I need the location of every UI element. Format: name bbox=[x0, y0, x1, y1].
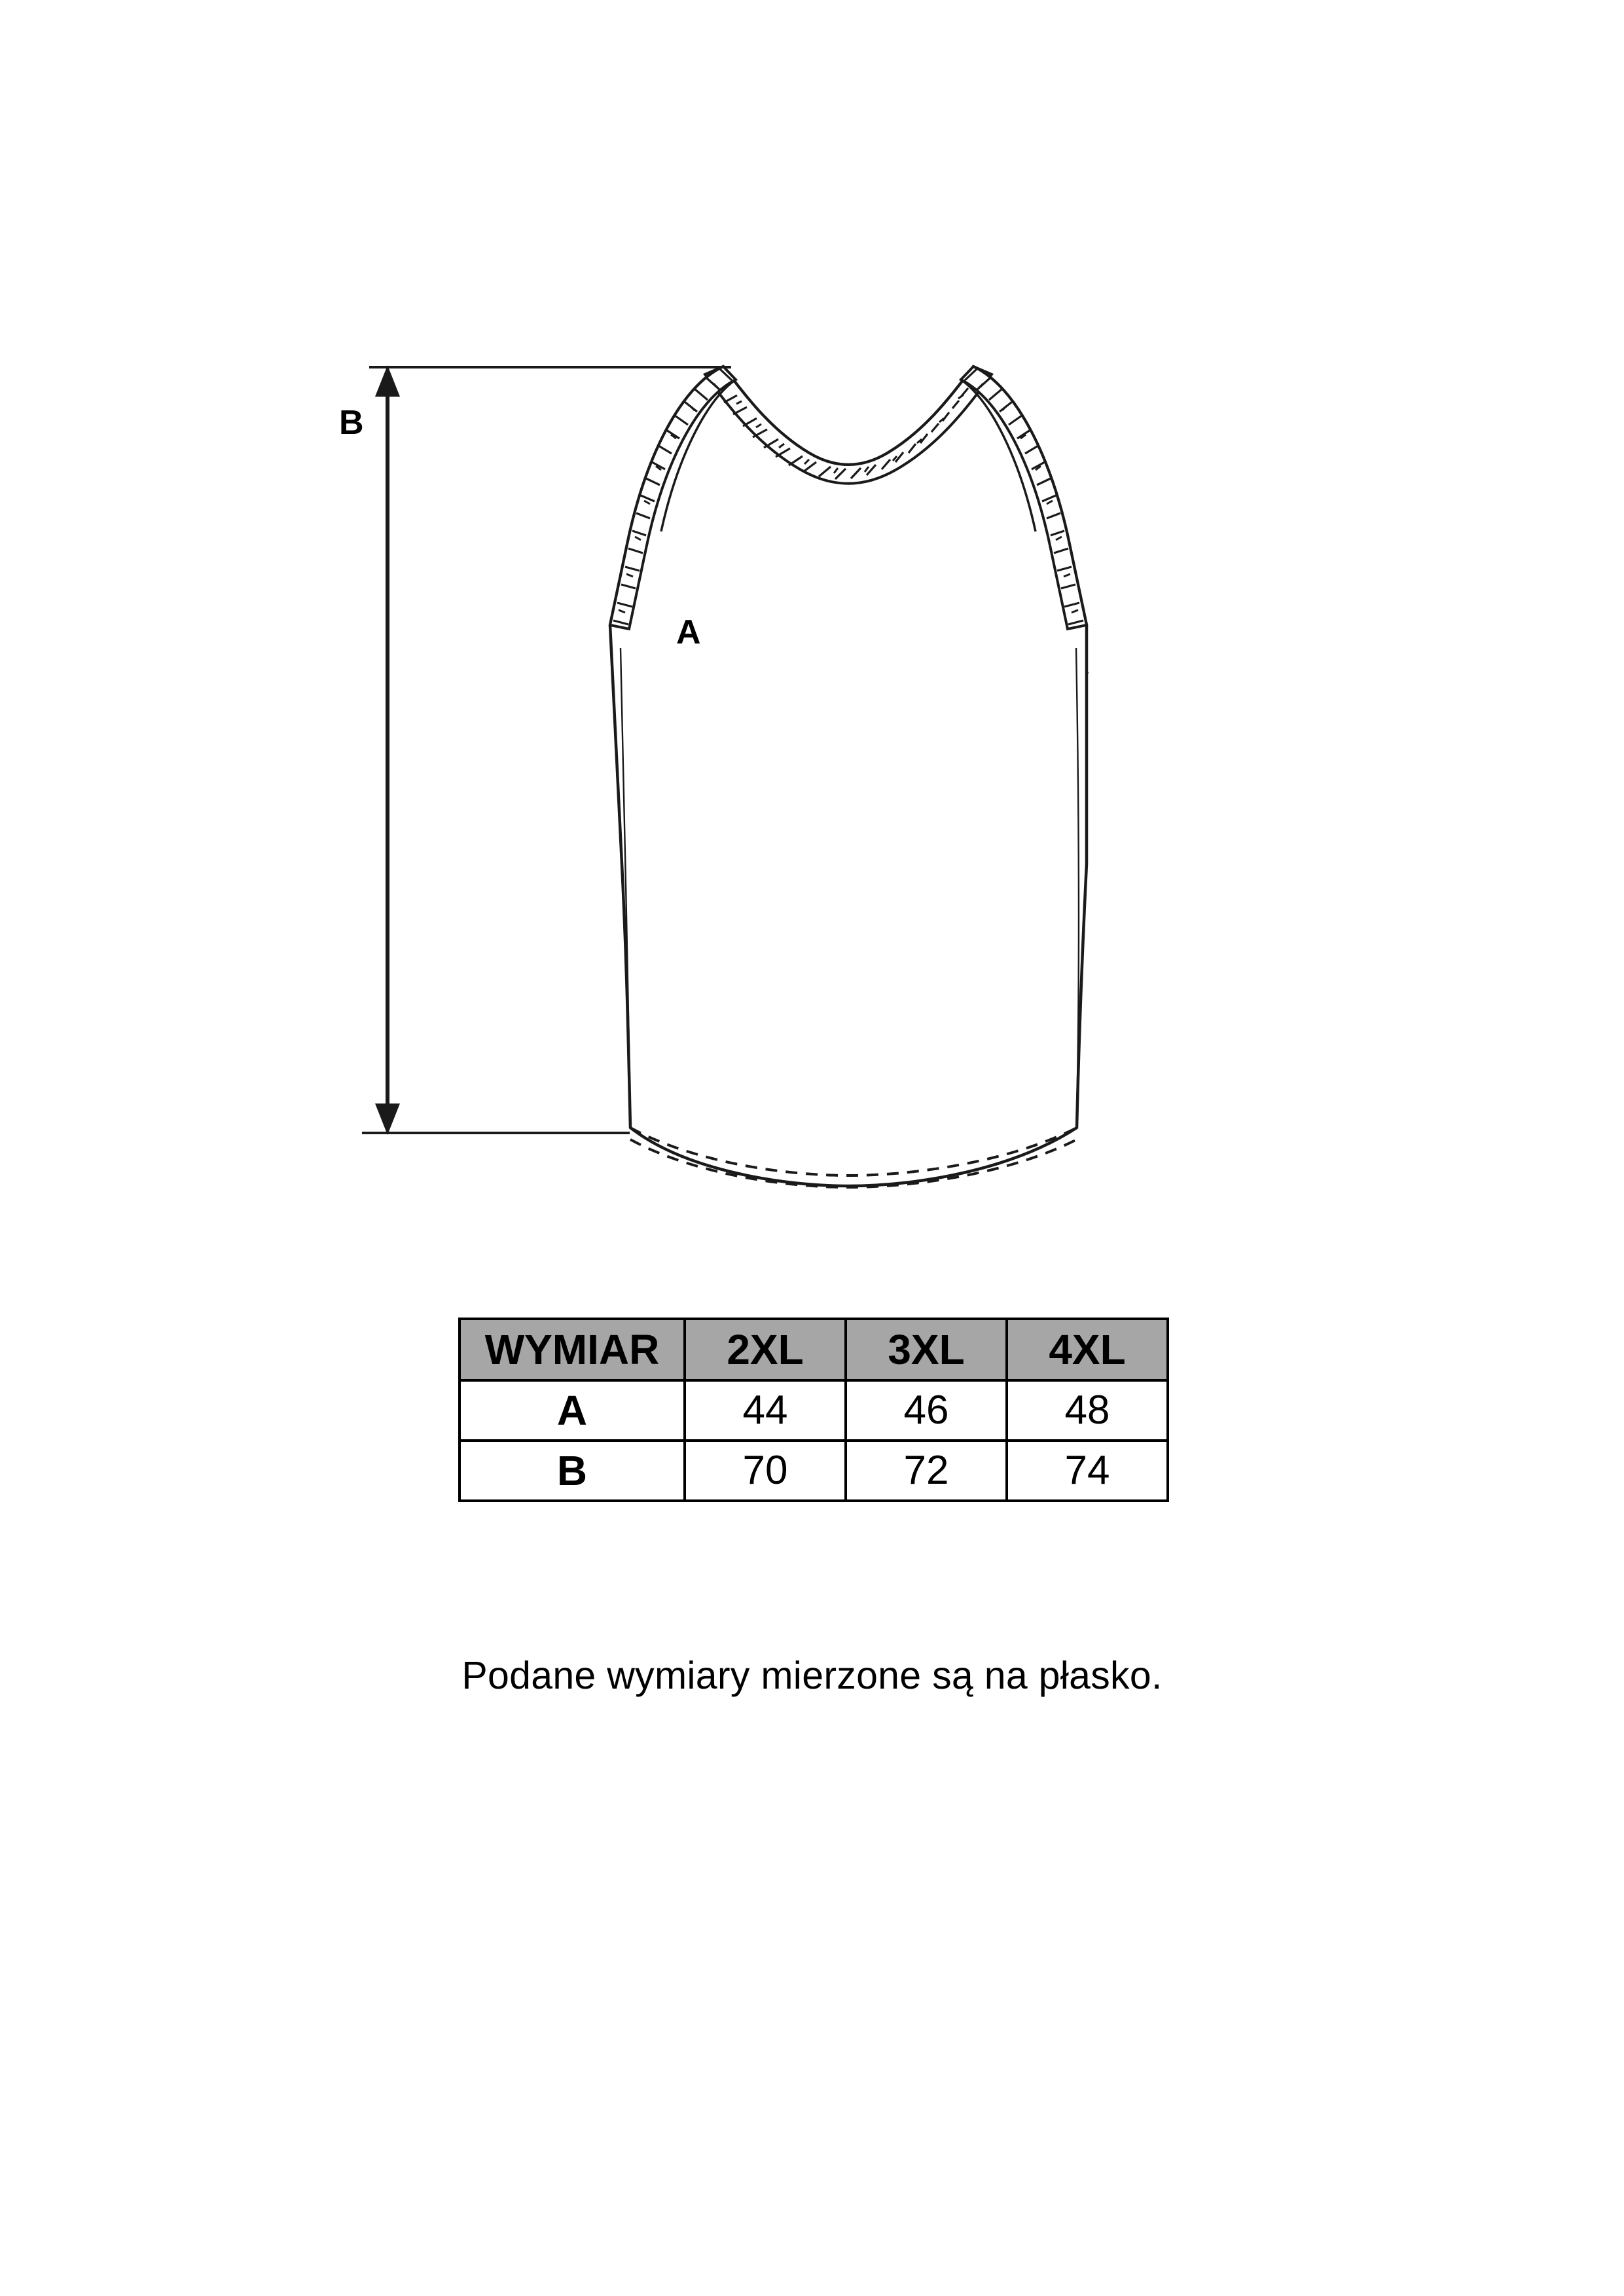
table-cell-a-3xl: 46 bbox=[846, 1380, 1007, 1441]
table-cell-a-2xl: 44 bbox=[685, 1380, 846, 1441]
table-cell-dimension-b: B bbox=[460, 1441, 685, 1501]
table-cell-a-4xl: 48 bbox=[1007, 1380, 1168, 1441]
dimension-label-b: B bbox=[339, 404, 364, 442]
table-header-size-4xl: 4XL bbox=[1007, 1319, 1168, 1380]
size-table-container bbox=[458, 1318, 1166, 1502]
table-header-dimension: WYMIAR bbox=[460, 1319, 685, 1380]
size-table bbox=[458, 1318, 1169, 1502]
garment-body-outline bbox=[610, 367, 1087, 1186]
dimension-b-arrow bbox=[375, 365, 400, 1135]
dimension-label-a: A bbox=[676, 613, 701, 651]
table-header-row bbox=[460, 1319, 1168, 1380]
table-row bbox=[460, 1380, 1168, 1441]
table-header-size-3xl: 3XL bbox=[846, 1319, 1007, 1380]
table-cell-b-4xl: 74 bbox=[1007, 1441, 1168, 1501]
measurement-note: Podane wymiary mierzone są na płasko. bbox=[461, 1654, 1163, 1697]
table-cell-dimension-a: A bbox=[460, 1380, 685, 1441]
table-row bbox=[460, 1441, 1168, 1501]
table-cell-b-2xl: 70 bbox=[685, 1441, 846, 1501]
table-cell-b-3xl: 72 bbox=[846, 1441, 1007, 1501]
table-header-size-2xl: 2XL bbox=[685, 1319, 846, 1380]
